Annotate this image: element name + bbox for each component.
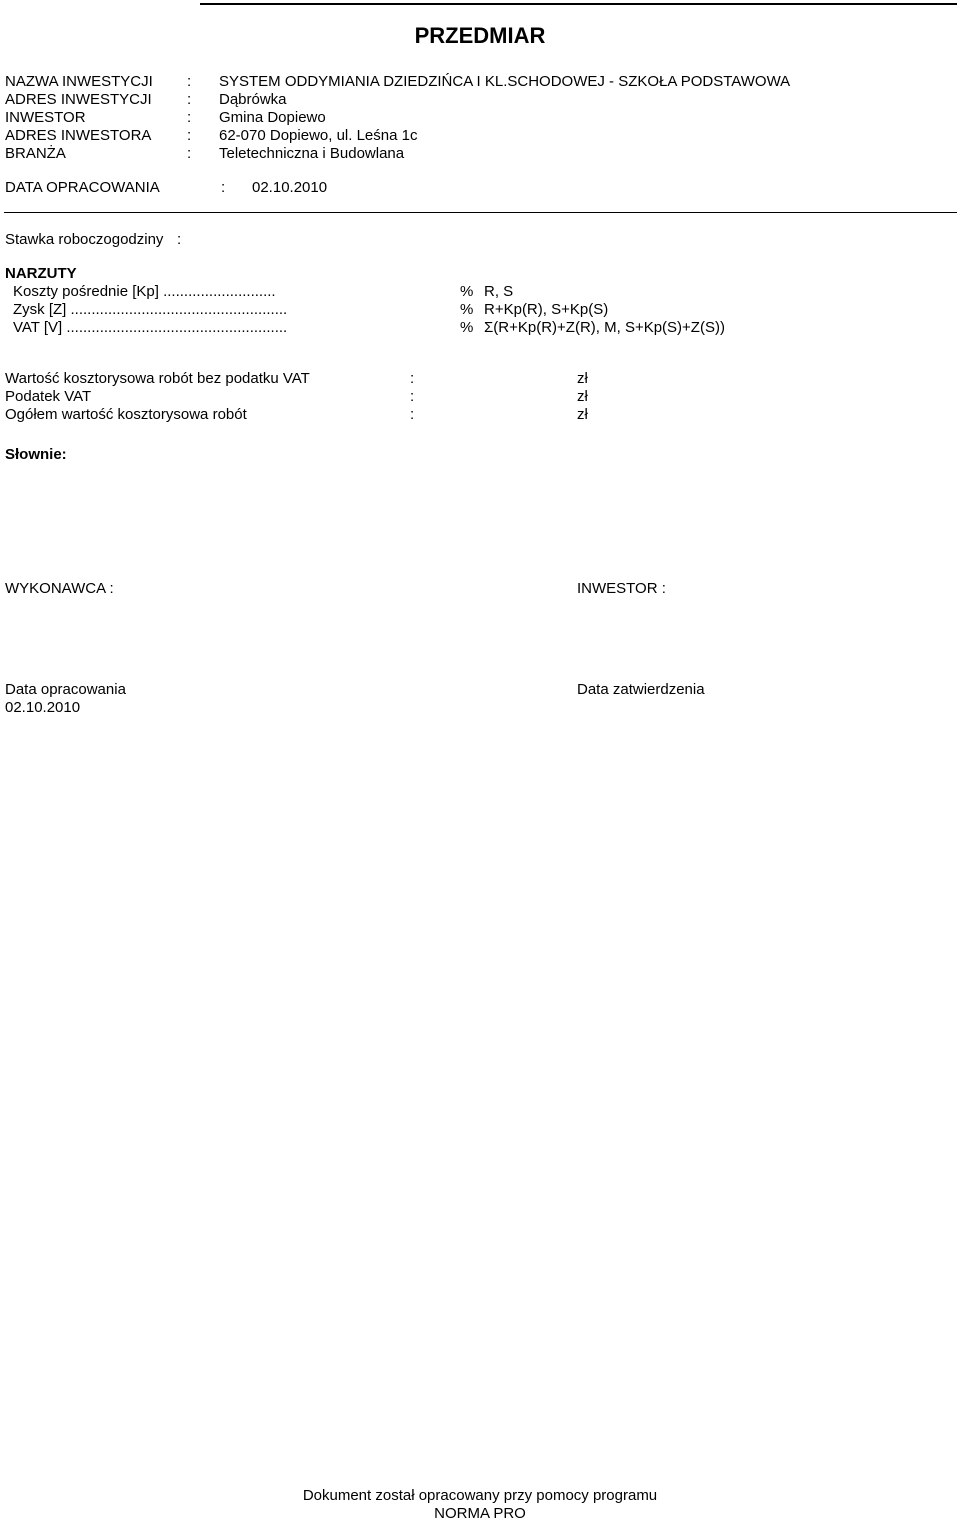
value-unit: zł xyxy=(577,406,588,423)
info-label-nazwa: NAZWA INWESTYCJI xyxy=(5,73,153,90)
value-sep: : xyxy=(410,388,415,405)
data-zatwierdzenia-label: Data zatwierdzenia xyxy=(577,681,705,698)
date-value: 02.10.2010 xyxy=(252,179,328,196)
narzut-pct: % xyxy=(460,283,474,300)
wykonawca-label: WYKONAWCA : xyxy=(5,580,114,597)
narzut-pct: % xyxy=(460,301,474,318)
info-value-adres-inwestycji: Dąbrówka xyxy=(219,91,287,108)
data-opracowania-label: Data opracowania xyxy=(5,681,126,698)
value-label-ogolem: Ogółem wartość kosztorysowa robót xyxy=(5,406,247,423)
date-sep: : xyxy=(221,179,226,196)
info-label-branza: BRANŻA xyxy=(5,145,66,162)
narzut-basis-kp: R, S xyxy=(484,283,514,300)
value-unit: zł xyxy=(577,388,588,405)
rate-sep: : xyxy=(177,231,182,248)
narzut-label-kp: Koszty pośrednie [Kp] ........................... xyxy=(13,283,276,300)
narzut-label-zysk: Zysk [Z] .................................................... xyxy=(13,301,288,318)
info-label-inwestor: INWESTOR xyxy=(5,109,86,126)
top-rule xyxy=(200,3,957,5)
narzuty-heading: NARZUTY xyxy=(5,265,77,282)
value-sep: : xyxy=(410,406,415,423)
info-value-branza: Teletechniczna i Budowlana xyxy=(219,145,405,162)
value-label-netto: Wartość kosztorysowa robót bez podatku VAT xyxy=(5,370,310,387)
narzut-basis-zysk: R+Kp(R), S+Kp(S) xyxy=(484,301,609,318)
section-rule xyxy=(4,212,957,213)
info-sep: : xyxy=(187,73,192,90)
date-label: DATA OPRACOWANIA xyxy=(5,179,160,196)
rate-label: Stawka roboczogodziny xyxy=(5,231,164,248)
data-opracowania-value: 02.10.2010 xyxy=(5,699,81,716)
info-label-adres-inwestycji: ADRES INWESTYCJI xyxy=(5,91,152,108)
info-value-inwestor: Gmina Dopiewo xyxy=(219,109,326,126)
narzut-pct: % xyxy=(460,319,474,336)
value-label-vat: Podatek VAT xyxy=(5,388,92,405)
info-value-adres-inwestora: 62-070 Dopiewo, ul. Leśna 1c xyxy=(219,127,418,144)
footer-line-2: NORMA PRO xyxy=(434,1505,526,1522)
info-sep: : xyxy=(187,127,192,144)
info-sep: : xyxy=(187,109,192,126)
value-unit: zł xyxy=(577,370,588,387)
footer-line-1: Dokument został opracowany przy pomocy programu xyxy=(302,1487,658,1504)
narzut-label-vat: VAT [V] ..................................................... xyxy=(13,319,288,336)
inwestor-label: INWESTOR : xyxy=(577,580,666,597)
info-label-adres-inwestora: ADRES INWESTORA xyxy=(5,127,152,144)
document-title: PRZEDMIAR xyxy=(414,23,546,48)
value-sep: : xyxy=(410,370,415,387)
info-sep: : xyxy=(187,145,192,162)
info-sep: : xyxy=(187,91,192,108)
narzut-basis-vat: Σ(R+Kp(R)+Z(R), M, S+Kp(S)+Z(S)) xyxy=(484,319,725,336)
info-value-nazwa: SYSTEM ODDYMIANIA DZIEDZIŃCA I KL.SCHODOWEJ - SZKOŁA PODSTAWOWA xyxy=(219,73,791,90)
slownie-label: Słownie: xyxy=(5,446,67,463)
